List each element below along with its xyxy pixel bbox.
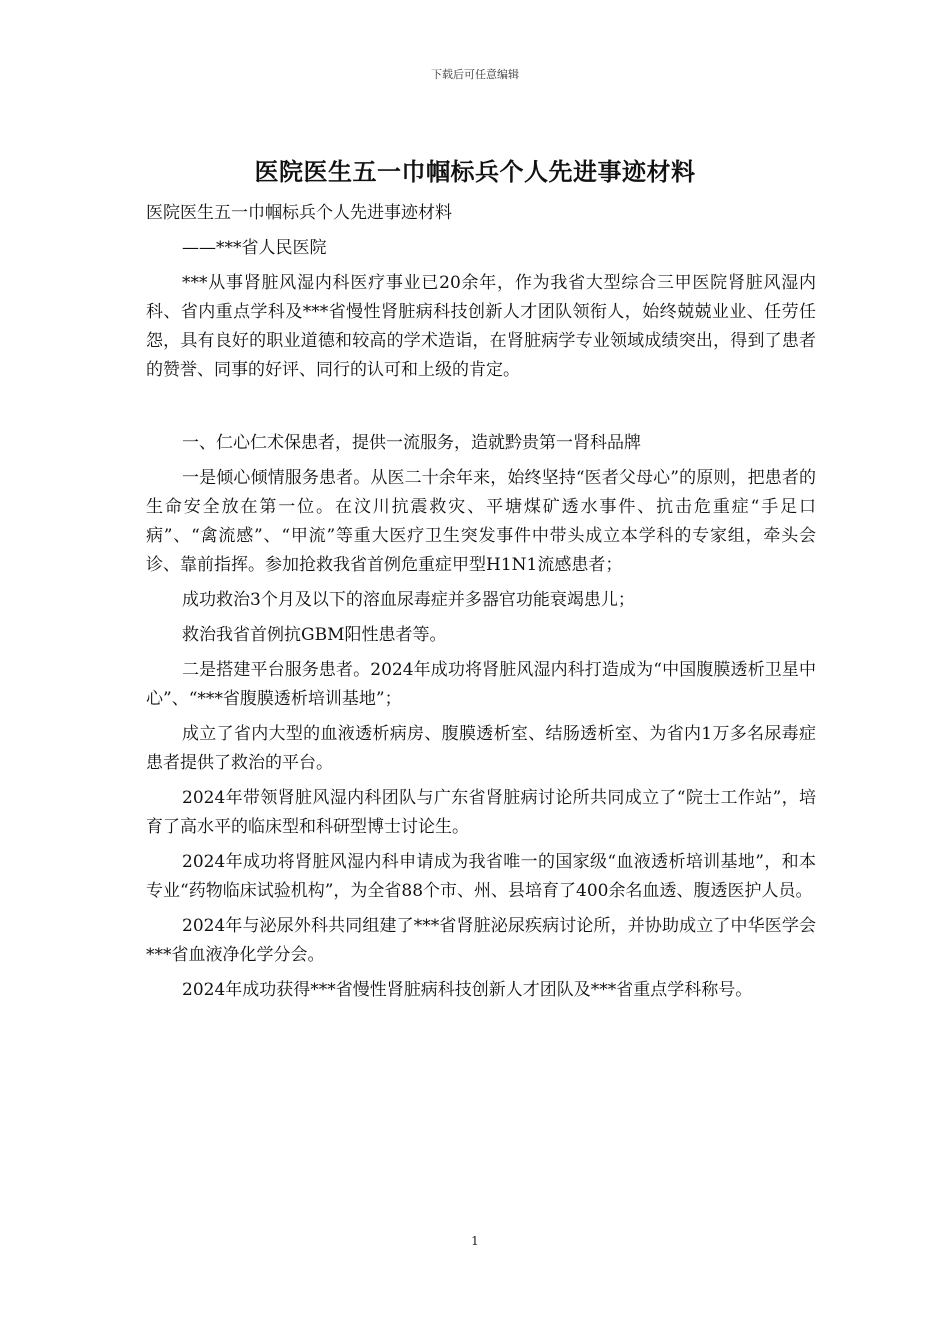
paragraph-anti-gbm: 救治我省首例抗GBM阳性患者等。 bbox=[182, 625, 447, 645]
paragraph-platform: 二是搭建平台服务患者。2024年成功将肾脏风湿内科打造成为“中国腹膜透析卫星中心”、“***省腹膜透析培训基地”； bbox=[146, 660, 816, 709]
paragraph-research-institute: 2024年与泌尿外科共同组建了***省肾脏泌尿疾病讨论所，并协助成立了中华医学会***省血液净化学分会。 bbox=[146, 916, 816, 965]
paragraph-academician-station: 2024年带领肾脏风湿内科团队与广东省肾脏病讨论所共同成立了“院士工作站”，培育了高水平的临床型和科研型博士讨论生。 bbox=[146, 788, 816, 837]
intro-paragraph: ***从事肾脏风湿内科医疗事业已20余年，作为我省大型综合三甲医院肾脏风湿内科、省内重点学科及***省慢性肾脏病科技创新人才团队领衔人，始终兢兢业业、任劳任怨，具有良好的职业道德和较高的学术造诣，在肾脏病学专业领域成绩突出，得到了患者的赞誉、同事的好评、同行的认可和上级的肯定。 bbox=[146, 273, 816, 380]
paragraph-rescue-children: 成功救治3个月及以下的溶血尿毒症并多器官功能衰竭患儿； bbox=[182, 590, 635, 610]
header-note: 下载后可任意编辑 bbox=[431, 68, 519, 81]
document-title: 医院医生五一巾帼标兵个人先进事迹材料 bbox=[254, 158, 696, 186]
paragraph-innovation-team: 2024年成功获得***省慢性肾脏病科技创新人才团队及***省重点学科称号。 bbox=[182, 980, 753, 1000]
section-heading-1: 一、仁心仁术保患者，提供一流服务，造就黔贵第一肾科品牌 bbox=[182, 433, 641, 453]
document-body bbox=[146, 199, 816, 1011]
section-spacer bbox=[146, 391, 816, 429]
paragraph-service-patients: 一是倾心倾情服务患者。从医二十余年来，始终坚持“医者父母心”的原则，把患者的生命安全放在第一位。在汶川抗震救灾、平塘煤矿透水事件、抗击危重症“手足口病”、“禽流感”、“甲流”等重大医疗卫生突发事件中带头成立本学科的专家组，牵头会诊、靠前指挥。参加抢救我省首例危重症甲型H1N1流感患者； bbox=[146, 468, 816, 575]
subtitle-line: 医院医生五一巾帼标兵个人先进事迹材料 bbox=[146, 203, 452, 223]
organization-line: ——***省人民医院 bbox=[182, 238, 327, 258]
page-number: 1 bbox=[471, 1234, 479, 1248]
paragraph-dialysis-wards: 成立了省内大型的血液透析病房、腹膜透析室、结肠透析室、为省内1万多名尿毒症患者提供了救治的平台。 bbox=[146, 724, 816, 773]
paragraph-training-base: 2024年成功将肾脏风湿内科申请成为我省唯一的国家级“血液透析培训基地”，和本专业“药物临床试验机构”，为全省88个市、州、县培育了400余名血透、腹透医护人员。 bbox=[146, 852, 816, 901]
